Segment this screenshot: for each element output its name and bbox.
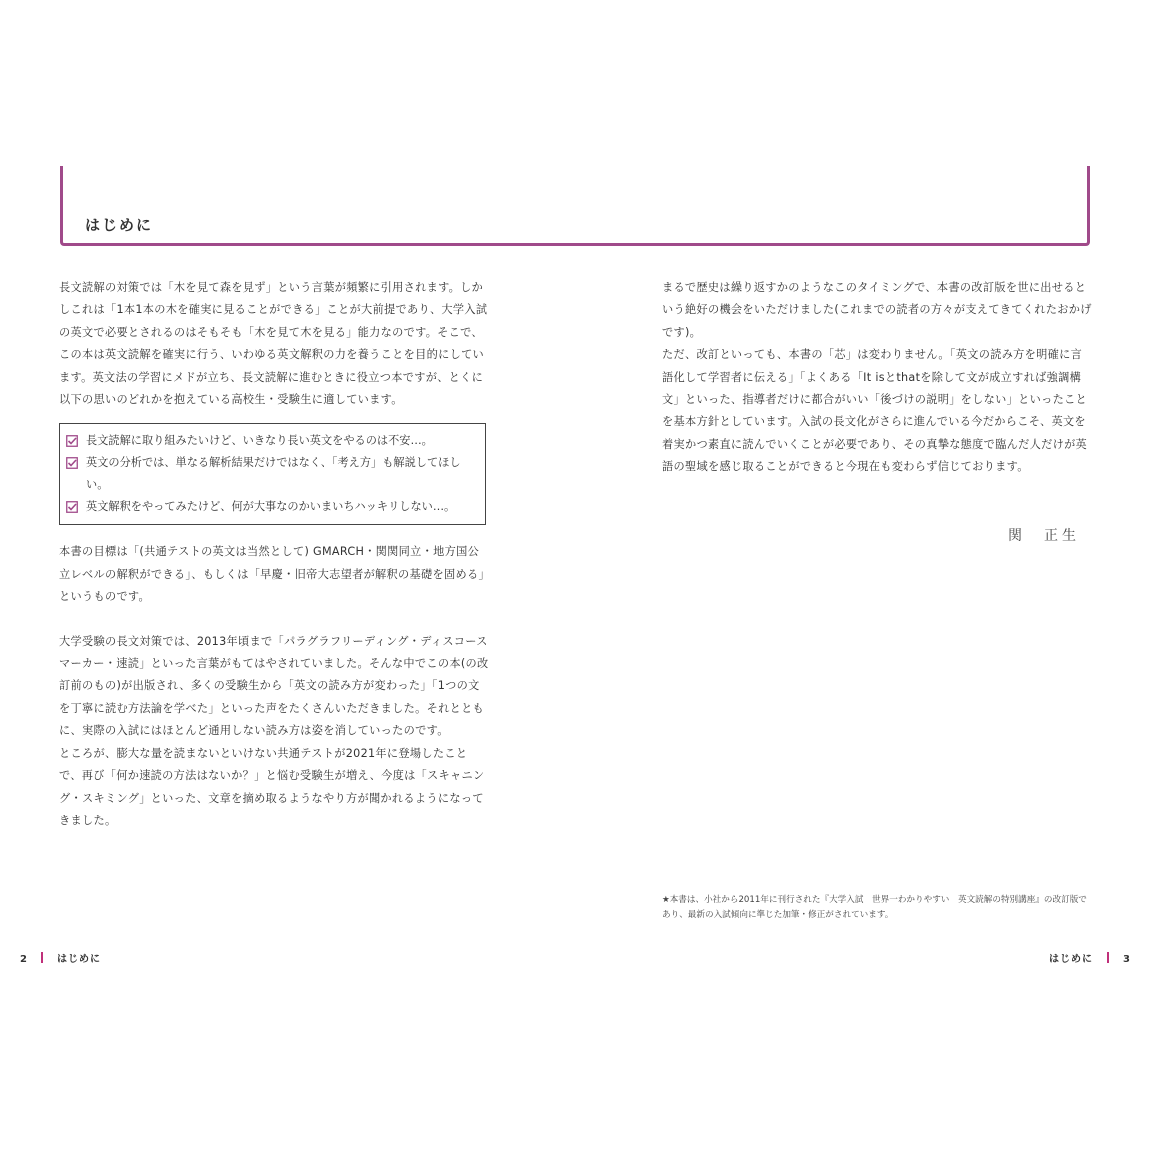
intro-paragraph: 長文読解の対策では「木を見て森を見ず」という言葉が頻繁に引用されます。しかしこれは「1本1本の木を確実に見ることができる」ことが大前提であり、大学入試の英文で必要とされるのはそもそも「木を見て木を見る」能力なのです。そこで、この本は英文読解を確実に行う、いわゆる英文解釈の力を養うことを目的にしています。英文法の学習にメドが立ち、長文読解に進むときに役立つ本ですが、とくに以下の思いのどれかを抱えている高校生・受験生に適しています。 — [59, 281, 488, 407]
footer-separator — [41, 952, 43, 963]
footer-separator — [1107, 952, 1109, 963]
left-column — [59, 277, 489, 832]
checklist-item — [66, 496, 479, 518]
footer-left — [20, 950, 101, 965]
author-signature: 関 正生 — [1008, 528, 1080, 544]
running-head-left: はじめに — [56, 954, 101, 965]
checked-box-icon — [66, 435, 78, 447]
page-number-right: 3 — [1123, 954, 1130, 965]
goal-paragraph: 本書の目標は「(共通テストの英文は当然として) GMARCH・関関同立・地方国公立レベルの解釈ができる」、もしくは「早慶・旧帝大志望者が解釈の基礎を固める」というものです。 — [59, 545, 485, 604]
history-paragraph: 大学受験の長文対策では、2013年頃まで「パラグラフリーディング・ディスコースマーカー・速読」といった言葉がもてはやされていました。そんな中でこの本(の改訂前のもの)が出版され、多くの受験生から「英文の読み方が変わった」「1つの文を丁寧に読む方法論を学べた」といった声をたくさんいただきました。それとともに、実際の入試にはほとんど通用しない読み方は姿を消していったのです。 — [59, 634, 489, 738]
revision-paragraph: まるで歴史は繰り返すかのようなこのタイミングで、本書の改訂版を世に出せるという絶好の機会をいただけました(これまでの読者の方々が支えてきてくれたおかげです)。 — [662, 281, 1092, 339]
checklist-item — [66, 452, 479, 496]
footer-right — [1049, 950, 1130, 965]
footnote: ★本書は、小社から2011年に刊行された『大学入試 世界一わかりやすい 英文読解の特別講座』の改訂版であり、最新の入試傾向に準じた加筆・修正がされています。 — [662, 895, 1087, 920]
checked-box-icon — [66, 457, 78, 469]
chapter-title: はじめに — [85, 216, 154, 234]
checked-box-icon — [66, 501, 78, 513]
chapter-header-box — [60, 166, 1090, 246]
checklist-box — [59, 423, 486, 525]
checklist-item — [66, 430, 479, 452]
checklist-text: 英文解釈をやってみたけど、何が大事なのかいまいちハッキリしない…。 — [86, 500, 456, 514]
running-head-right: はじめに — [1049, 954, 1094, 965]
page-number-left: 2 — [20, 954, 27, 965]
common-test-paragraph: ところが、膨大な量を読まないといけない共通テストが2021年に登場したことで、再び「何か速読の方法はないか？」と悩む受験生が増え、今度は「スキャニング・スキミング」といった、文章を摘め取るようなやり方が聞かれるようになってきました。 — [59, 746, 485, 827]
checklist-text: 長文読解に取り組みたいけど、いきなり長い英文をやるのは不安…。 — [86, 434, 433, 448]
right-column — [662, 277, 1092, 544]
checklist-text: 英文の分析では、単なる解析結果だけではなく、「考え方」も解説してほしい。 — [86, 456, 461, 492]
policy-paragraph: ただ、改訂といっても、本書の「芯」は変わりません。「英文の読み方を明確に言語化して学習者に伝える」「よくある「It isとthatを除して文が成立すれば強調構文」といった、指導者だけに都合がいい「後づけの説明」をしない」といったことを基本方針としています。入試の長文化がさらに進んでいる今だからこそ、英文を着実かつ素直に読んでいくことが必要であり、その真摯な態度で臨んだ人だけが英語の聖域を感じ取ることができると今現在も変わらず信じております。 — [662, 348, 1088, 474]
